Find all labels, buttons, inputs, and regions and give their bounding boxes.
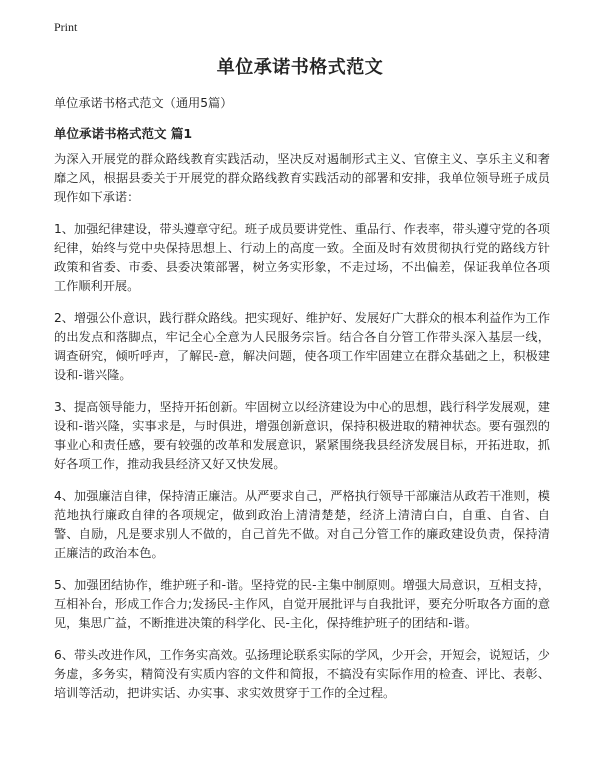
paragraph-item-1: 1、加强纪律建设，带头遵章守纪。班子成员要讲党性、重品行、作表率，带头遵守党的各项纪律，始终与党中央保持思想上、行动上的高度一致。全面及时有效贯彻执行党的路线方针政策和省委、市委、县委决策部署，树立务实形象，不走过场，不出偏差，保证我单位各项工作顺利开展。 — [54, 222, 550, 293]
print-link[interactable]: Print — [54, 20, 78, 34]
paragraph-item-5: 5、加强团结协作，维护班子和-谐。坚持党的民-主集中制原则。增强大局意识，互相支持，互相补台，形成工作合力;发扬民-主作风，自觉开展批评与自我批评，要充分听取各方面的意见，集思广益，不断推进决策的科学化、民-主化，保持维护班子的团结和-谐。 — [54, 578, 551, 630]
paragraph-item-4: 4、加强廉洁自律，保持清正廉洁。从严要求自己，严格执行领导干部廉洁从政若干准则，模范地执行廉政自律的各项规定，做到政治上清清楚楚，经济上清清白白，自重、自省、自警、自励，凡是要求别人不做的，自己首先不做。对自己分管工作的廉政建设负责，保持清正廉洁的政治本色。 — [54, 489, 550, 560]
paragraph-item-2: 2、增强公仆意识，践行群众路线。把实现好、维护好、发展好广大群众的根本利益作为工作的出发点和落脚点，牢记全心全意为人民服务宗旨。结合各自分管工作带头深入基层一线，调查研究，倾听呼声，了解民-意，解决问题，使各项工作牢固建立在群众基础之上，积极建设和-谐兴隆。 — [54, 311, 550, 382]
paragraph-item-6: 6、带头改进作风，工作务实高效。弘扬理论联系实际的学风，少开会，开短会，说短话，少务虚，多务实，精简没有实质内容的文件和简报，不搞没有实际作用的检查、评比、表彰、培训等活动，把讲实话、办实事、求实效贯穿于工作的全过程。 — [54, 648, 550, 700]
paragraph-intro: 为深入开展党的群众路线教育实践活动，坚决反对遏制形式主义、官僚主义、享乐主义和奢靡之风，根据县委关于开展党的群众路线教育实践活动的部署和安排，我单位领导班子成员现作如下承诺： — [54, 152, 550, 204]
document-subtitle: 单位承诺书格式范文（通用5篇） — [54, 96, 233, 110]
section-heading: 单位承诺书格式范文 篇1 — [54, 126, 193, 141]
document-title: 单位承诺书格式范文 — [216, 57, 384, 78]
paragraph-item-3: 3、提高领导能力，坚持开拓创新。牢固树立以经济建设为中心的思想，践行科学发展观，建设和-谐兴隆，实事求是，与时俱进，增强创新意识，保持积极进取的精神状态。要有强烈的事业心和责任感，要有较强的改革和发展意识，紧紧围绕我县经济发展目标，开拓进取，抓好各项工作，推动我县经济又好又快发展。 — [54, 400, 550, 471]
document-body — [54, 150, 550, 716]
